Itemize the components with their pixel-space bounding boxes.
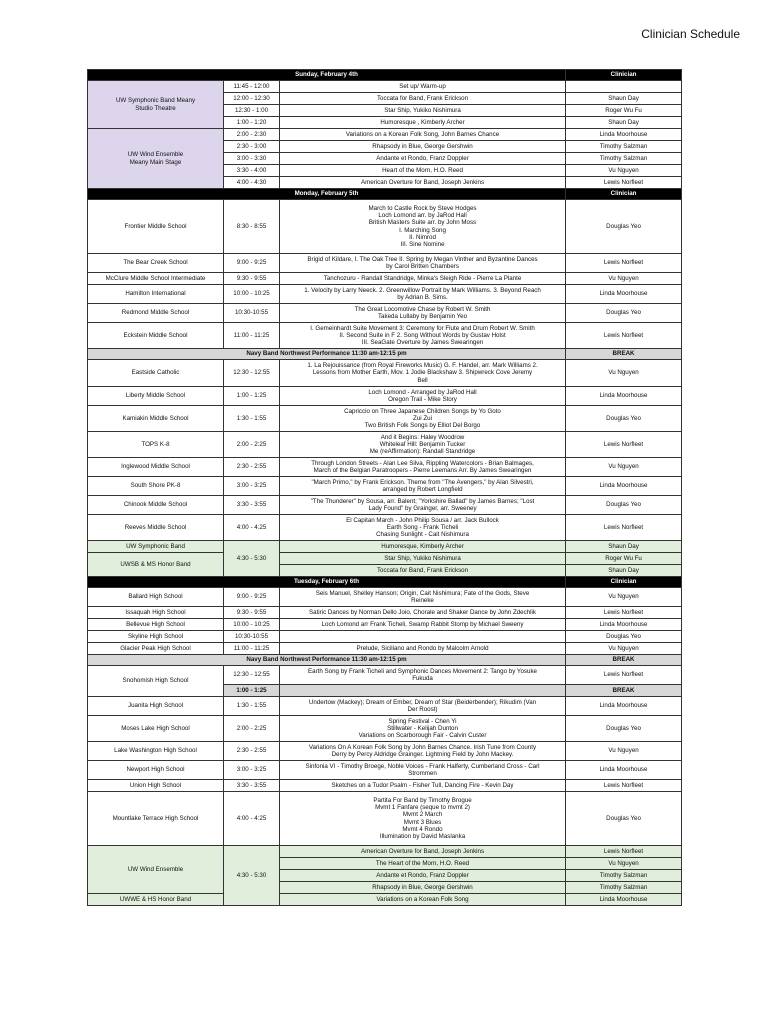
day-header: Sunday, February 4th [88,70,566,81]
music-cell: Spring Festival - Chen Yi Stillwater - Kelijah Dunton Variations on Scarborough Fair - Calvin Custer [280,716,566,742]
clinician-cell: Linda Moorhouse [566,387,682,406]
music-cell: 1. La Rejouissance (from Royal Fireworks Music) G. F. Handel, arr. Mark Williams 2. Lessons from Mother Earth, Mov. 1 Jodie Blackshaw 3. Shipwreck Cove Jeremy Bell [280,360,566,387]
music-cell [280,631,566,643]
day-header-row [88,70,682,81]
time-cell: 9:00 - 9:25 [224,588,280,607]
time-cell: 2:00 - 2:25 [224,716,280,742]
school-cell: Eastside Catholic [88,360,224,387]
school-cell: Reeves Middle School [88,515,224,541]
school-cell: Mountlake Terrace High School [88,792,224,846]
day-header-row [88,189,682,200]
music-cell: Toccata for Band, Frank Erickson [280,93,566,105]
time-cell: 10:00 - 10:25 [224,285,280,304]
music-cell: Loch Lomond - Arranged by JaRod Hall Oregon Trail - Mike Story [280,387,566,406]
music-cell: Star Ship, Yukiko Nishimura [280,553,566,565]
table-row [88,631,682,643]
clinician-cell: Linda Moorhouse [566,894,682,906]
time-cell: 9:30 - 9:55 [224,273,280,285]
time-cell: 3:00 - 3:25 [224,761,280,780]
time-cell: 12:00 - 12:30 [224,93,280,105]
clinician-cell: BREAK [566,685,682,697]
music-cell: Variations on a Korean Folk Song [280,894,566,906]
school-cell: Snohomish High School [88,666,224,697]
clinician-header: Clinician [566,70,682,81]
music-cell: Seis Manuel, Shelley Hanson; Origin, Cait Nishimura; Fate of the Gods, Steve Reineke [280,588,566,607]
music-cell: Toccata for Band, Frank Erickson [280,565,566,577]
time-cell: 9:30 - 9:55 [224,607,280,619]
time-cell: 4:00 - 4:30 [224,177,280,189]
music-cell: Capriccio on Three Japanese Children Songs by Yo Goto Zui Zui Two British Folk Songs by Elliot Del Borgo [280,406,566,432]
clinician-cell: Lewis Norfleet [566,666,682,685]
music-cell: Star Ship, Yukiko Nishimura [280,105,566,117]
clinician-cell: Vu Nguyen [566,360,682,387]
time-cell: 11:00 - 11:25 [224,323,280,349]
time-cell: 10:00 - 10:25 [224,619,280,631]
clinician-cell: Vu Nguyen [566,458,682,477]
clinician-cell: Linda Moorhouse [566,619,682,631]
table-row [88,780,682,792]
clinician-cell: Lewis Norfleet [566,515,682,541]
school-cell: UW Symphonic Band [88,541,224,553]
clinician-cell: Lewis Norfleet [566,846,682,858]
music-cell: Set up/ Warm-up [280,81,566,93]
table-row [88,846,682,858]
table-row [88,304,682,323]
clinician-cell: Linda Moorhouse [566,285,682,304]
time-cell: 1:30 - 1:55 [224,697,280,716]
table-row [88,200,682,254]
music-cell: The Heart of the Morn, H.O. Reed [280,858,566,870]
time-cell: 2:30 - 2:55 [224,742,280,761]
music-cell: Andante et Rondo, Franz Doppler [280,153,566,165]
music-cell: Humoresque, Kimberly Archer [280,541,566,553]
music-cell: Sinfonia VI - Timothy Broege, Noble Voices - Frank Halferty, Cumberland Cross - Carl Strommen [280,761,566,780]
clinician-schedule-table [87,69,682,906]
school-cell: Lake Washington High School [88,742,224,761]
time-cell: 1:00 - 1:25 [224,685,280,697]
time-cell: 1:00 - 1:20 [224,117,280,129]
school-cell: UW Symphonic Band Meany Studio Theatre [88,81,224,129]
school-cell: Newport High School [88,761,224,780]
clinician-cell: Douglas Yeo [566,304,682,323]
clinician-cell: Douglas Yeo [566,200,682,254]
clinician-cell: Vu Nguyen [566,273,682,285]
clinician-cell: Lewis Norfleet [566,780,682,792]
music-cell: Sketches on a Tudor Psalm - Fisher Tull, Dancing Fire - Kevin Day [280,780,566,792]
music-cell: And it Begins: Haley Woodrow Whiteleaf Hill: Benjamin Tucker Me (reAffirmation): Randall Standridge [280,432,566,458]
time-cell: 2:00 - 2:30 [224,129,280,141]
time-cell: 1:30 - 1:55 [224,406,280,432]
page-title: Clinician Schedule [641,27,740,41]
clinician-cell: Vu Nguyen [566,858,682,870]
clinician-cell: Shaun Day [566,541,682,553]
clinician-cell: Timothy Salzman [566,141,682,153]
break-row [88,349,682,360]
clinician-cell: Lewis Norfleet [566,607,682,619]
table-row [88,607,682,619]
table-row [88,285,682,304]
table-row [88,588,682,607]
clinician-cell: Linda Moorhouse [566,477,682,496]
clinician-cell: Douglas Yeo [566,496,682,515]
time-cell: 4:00 - 4:25 [224,515,280,541]
time-cell: 3:00 - 3:30 [224,153,280,165]
clinician-cell: Timothy Salzman [566,870,682,882]
table-row [88,129,682,141]
time-cell: 11:45 - 12:00 [224,81,280,93]
school-cell: Inglewood Middle School [88,458,224,477]
school-cell: Hamilton International [88,285,224,304]
clinician-cell: Lewis Norfleet [566,432,682,458]
clinician-cell: Lewis Norfleet [566,254,682,273]
time-cell: 2:00 - 2:25 [224,432,280,458]
music-cell: Variations on a Korean Folk Song, John Barnes Chance [280,129,566,141]
table-row [88,406,682,432]
school-cell: UW Wind Ensemble Meany Main Stage [88,129,224,189]
school-cell: Juanita High School [88,697,224,716]
school-cell: UWSB & MS Honor Band [88,553,224,577]
time-cell: 3:30 - 3:55 [224,780,280,792]
music-cell: Undertow (Mackey); Dream of Ember, Dream of Star (Beiderbender); Rikudim (Van Der Roost) [280,697,566,716]
table-row [88,666,682,685]
music-cell: Satiric Dances by Norman Dello Joio, Chorale and Shaker Dance by John Zdechlik [280,607,566,619]
break-label: Navy Band Northwest Performance 11:30 am-12:15 pm [88,655,566,666]
clinician-cell: Linda Moorhouse [566,697,682,716]
music-cell: "The Thunderer" by Sousa, arr. Balent; "Yorkshire Ballad" by James Barnes; "Lost Lady Found" by Grainger, arr. Sweeney [280,496,566,515]
music-cell: Variations On A Korean Folk Song by John Barnes Chance. Irish Tune from County Derry by Percy Aldridge Grainger. Lightning Field by John Mackey. [280,742,566,761]
music-cell: 1. Velocity by Larry Neeck. 2. Greenwillow Portrait by Mark Williams. 3. Beyond Reach by Adrian B. Sims. [280,285,566,304]
music-cell: I. Gemeinhardt Suite Movement 3: Ceremony for Flute and Drum Robert W. Smith II. Second Suite in F 2. Song Without Words by Gustav Holst III. SeaGate Overture by James Swearingen [280,323,566,349]
school-cell: Ballard High School [88,588,224,607]
clinician-cell [566,81,682,93]
music-cell: March to Castle Rock by Steve Hodges Loch Lomond arr. by JaRod Hall British Masters Suite arr. by John Moss I. Marching Song II. Nimrod III. Sine Nomine [280,200,566,254]
table-row [88,387,682,406]
school-cell: Skyline High School [88,631,224,643]
clinician-cell: Lewis Norfleet [566,177,682,189]
table-row [88,716,682,742]
music-cell: Partita For Band by Timothy Brogue Mvmt 1 Fanfare (seque to mvmt 2) Mvmt 2 March Mvmt 3 Blues Mvmt 4 Rondo Illumination by David Maslanka [280,792,566,846]
clinician-cell: Shaun Day [566,565,682,577]
table-row [88,761,682,780]
table-row [88,273,682,285]
music-cell: Rhapsody in Blue, George Gershwin [280,882,566,894]
music-cell: Through London Streets - Alan Lee Silva, Rippling Watercolors - Brian Balmages, March of the Belgian Paratroopers - Pierre Leemans Arr. By James Swearingen [280,458,566,477]
break-clinician: BREAK [566,655,682,666]
clinician-cell: Shaun Day [566,93,682,105]
break-row [88,655,682,666]
music-cell: "March Primo," by Frank Erickson. Theme from "The Avengers," by Alan Silvestri, arranged by Robert Longfield [280,477,566,496]
time-cell: 4:30 - 5:30 [224,541,280,577]
school-cell: Kamiakin Middle School [88,406,224,432]
day-header: Monday, February 5th [88,189,566,200]
clinician-cell: Roger Wu Fu [566,553,682,565]
table-row [88,742,682,761]
clinician-cell: Vu Nguyen [566,643,682,655]
clinician-cell: Timothy Salzman [566,882,682,894]
clinician-header: Clinician [566,189,682,200]
time-cell: 3:30 - 3:55 [224,496,280,515]
clinician-cell: Vu Nguyen [566,165,682,177]
time-cell: 8:30 - 8:55 [224,200,280,254]
school-cell: TOPS K-8 [88,432,224,458]
clinician-cell: Roger Wu Fu [566,105,682,117]
table-row [88,496,682,515]
school-cell: McClure Middle School Intermediate [88,273,224,285]
day-header: Tuesday, February 6th [88,577,566,588]
time-cell: 3:00 - 3:25 [224,477,280,496]
music-cell: Brigid of Kildare, I. The Oak Tree II. Spring by Megan Vinther and Byzantine Dances by Carol Britten Chambers [280,254,566,273]
table-row [88,458,682,477]
time-cell: 2:30 - 3:00 [224,141,280,153]
school-cell: The Bear Creek School [88,254,224,273]
clinician-cell: Douglas Yeo [566,406,682,432]
time-cell: 3:30 - 4:00 [224,165,280,177]
school-cell: Liberty Middle School [88,387,224,406]
time-cell: 12:30 - 1:00 [224,105,280,117]
clinician-cell: Timothy Salzman [566,153,682,165]
table-row [88,323,682,349]
music-cell: American Overture for Band, Joseph Jenkins [280,177,566,189]
table-row [88,697,682,716]
time-cell: 10:30-10:55 [224,631,280,643]
music-cell: El Capitan March - John Philip Sousa / arr. Jack Bullock Earth Song - Frank Ticheli Chasing Sunlight - Cait Nishimura [280,515,566,541]
break-label: Navy Band Northwest Performance 11:30 am-12:15 pm [88,349,566,360]
school-cell: Bellevue High School [88,619,224,631]
music-cell: Loch Lomond arr Frank Ticheli, Swamp Rabbit Stomp by Michael Sweeny [280,619,566,631]
clinician-cell: Linda Moorhouse [566,129,682,141]
time-cell: 1:00 - 1:25 [224,387,280,406]
time-cell: 12:30 - 12:55 [224,360,280,387]
clinician-cell: Douglas Yeo [566,792,682,846]
clinician-cell: Douglas Yeo [566,631,682,643]
table-row [88,360,682,387]
table-row [88,619,682,631]
table-row [88,254,682,273]
table-row [88,515,682,541]
table-row [88,81,682,93]
music-cell: The Great Locomotive Chase by Robert W. Smith Takeda Lullaby by Benjamin Yeo [280,304,566,323]
table-row [88,792,682,846]
school-cell: Union High School [88,780,224,792]
music-cell: Humoresque , Kimberly Archer [280,117,566,129]
table-row [88,477,682,496]
clinician-cell: Linda Moorhouse [566,761,682,780]
school-cell: Eckstein Middle School [88,323,224,349]
music-cell: Andante et Rondo, Franz Doppler [280,870,566,882]
music-cell: Earth Song by Frank Ticheli and Symphonic Dances Movement 2: Tango by Yosuke Fukuda [280,666,566,685]
school-cell: Moses Lake High School [88,716,224,742]
table-row [88,643,682,655]
school-cell: Chinook Middle School [88,496,224,515]
table-row [88,894,682,906]
time-cell: 10:30-10:55 [224,304,280,323]
time-cell: 12:30 - 12:55 [224,666,280,685]
time-cell: 4:00 - 4:25 [224,792,280,846]
clinician-cell: Shaun Day [566,117,682,129]
time-cell: 9:00 - 9:25 [224,254,280,273]
break-clinician: BREAK [566,349,682,360]
music-cell: Heart of the Morn, H.O. Reed [280,165,566,177]
table-row [88,553,682,565]
music-cell: Prelude, Siciliano and Rondo by Malcolm Arnold [280,643,566,655]
music-cell: American Overture for Band, Joseph Jenkins [280,846,566,858]
music-cell: Tanchozuru - Randall Standridge, Minka's Sleigh Ride - Pierre La Plante [280,273,566,285]
school-cell: Frontier Middle School [88,200,224,254]
clinician-header: Clinician [566,577,682,588]
table-row [88,541,682,553]
time-cell: 11:00 - 11:25 [224,643,280,655]
time-cell: 2:30 - 2:55 [224,458,280,477]
clinician-cell: Vu Nguyen [566,742,682,761]
clinician-cell: Lewis Norfleet [566,323,682,349]
music-cell [280,685,566,697]
school-cell: UW Wind Ensemble [88,846,224,894]
table-row [88,432,682,458]
time-cell: 4:30 - 5:30 [224,846,280,906]
school-cell: Issaquah High School [88,607,224,619]
clinician-cell: Douglas Yeo [566,716,682,742]
school-cell: UWWE & HS Honor Band [88,894,224,906]
school-cell: Glacier Peak High School [88,643,224,655]
music-cell: Rhapsody in Blue, George Gershwin [280,141,566,153]
clinician-cell: Vu Nguyen [566,588,682,607]
school-cell: South Shore PK-8 [88,477,224,496]
school-cell: Redmond Middle School [88,304,224,323]
day-header-row [88,577,682,588]
